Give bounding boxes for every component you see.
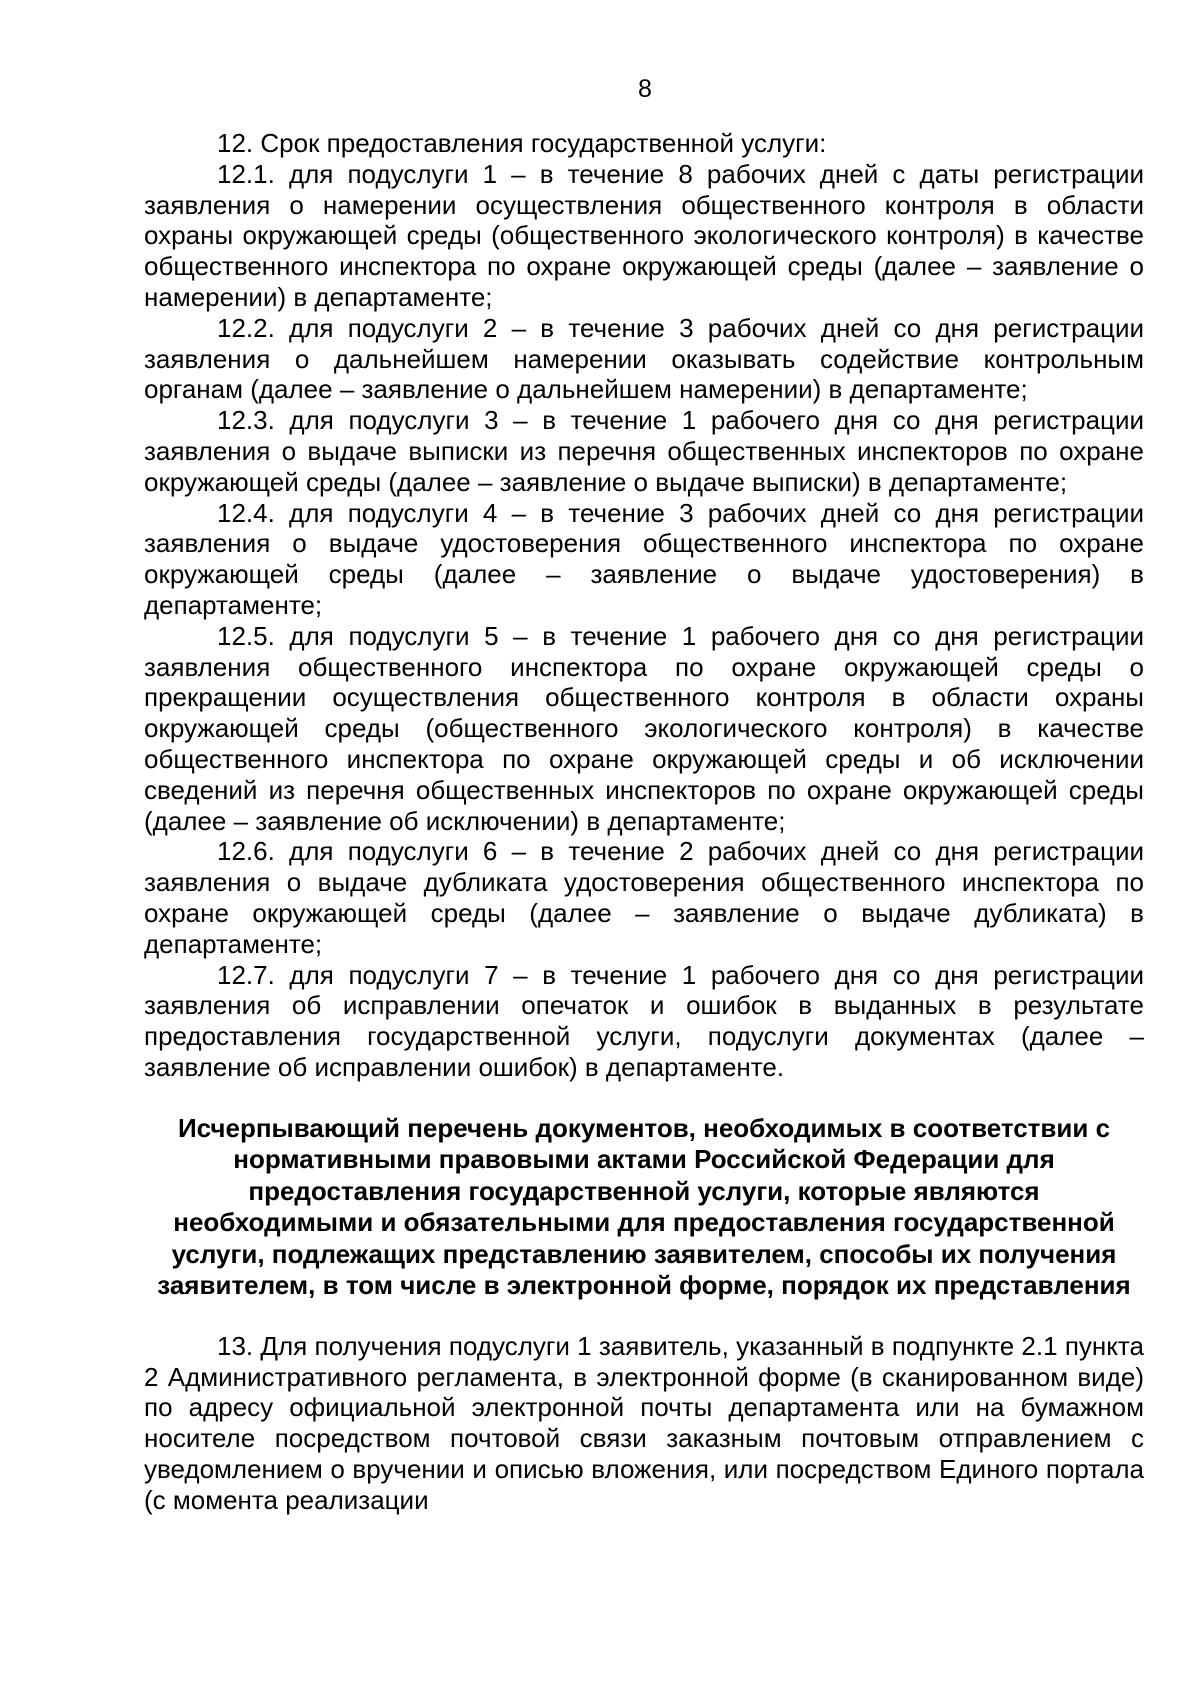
paragraph-12: 12. Срок предоставления государственной услуги: xyxy=(217,128,827,158)
section-heading: Исчерпывающий перечень документов, необходимых в соответствии с нормативными правовыми актами Российской Федерации для предоставления государственной услуги, которые являются необходимыми и обязательными для предоставления государственной услуги, подлежащих представлению заявителем, способы их получения заявителем, в том числе в электронной форме, порядок их представления xyxy=(157,1112,1131,1301)
paragraph-12-1: 12.1. для подуслуги 1 – в течение 8 рабочих дней с даты регистрации заявления о намерении осуществления общественного контроля в области охраны окружающей среды (общественного экологического контроля) в качестве общественного инспектора по охране окружающей среды (далее – заявление о намерении) в департаменте; xyxy=(144,158,1144,312)
paragraph-12-7: 12.7. для подуслуги 7 – в течение 1 рабочего дня со дня регистрации заявления об исправлении опечаток и ошибок в выданных в результате предоставления государственной услуги, подуслуги документах (далее – заявление об исправлении ошибок) в департаменте. xyxy=(144,959,1144,1082)
page-number: 8 xyxy=(638,75,652,103)
document-body xyxy=(144,128,1144,1515)
paragraph-12-6: 12.6. для подуслуги 6 – в течение 2 рабочих дней со дня регистрации заявления о выдаче дубликата удостоверения общественного инспектора по охране окружающей среды (далее – заявление о выдаче дубликата) в департаменте; xyxy=(144,836,1144,959)
paragraph-12-2: 12.2. для подуслуги 2 – в течение 3 рабочих дней со дня регистрации заявления о дальнейшем намерении оказывать содействие контрольным органам (далее – заявление о дальнейшем намерении) в департаменте; xyxy=(144,312,1144,405)
paragraph-12-4: 12.4. для подуслуги 4 – в течение 3 рабочих дней со дня регистрации заявления о выдаче удостоверения общественного инспектора по охране окружающей среды (далее – заявление о выдаче удостоверения) в департаменте; xyxy=(144,497,1144,620)
paragraph-12-5: 12.5. для подуслуги 5 – в течение 1 рабочего дня со дня регистрации заявления общественного инспектора по охране окружающей среды о прекращении осуществления общественного контроля в области охраны окружающей среды (общественного экологического контроля) в качестве общественного инспектора по охране окружающей среды и об исключении сведений из перечня общественных инспекторов по охране окружающей среды (далее – заявление об исключении) в департаменте; xyxy=(144,620,1144,836)
paragraph-13: 13. Для получения подуслуги 1 заявитель, указанный в подпункте 2.1 пункта 2 Административного регламента, в электронной форме (в сканированном виде) по адресу официальной электронной почты департамента или на бумажном носителе посредством почтовой связи заказным почтовым отправлением с уведомлением о вручении и описью вложения, или посредством Единого портала (с момента реализации xyxy=(144,1330,1144,1515)
paragraph-12-3: 12.3. для подуслуги 3 – в течение 1 рабочего дня со дня регистрации заявления о выдаче выписки из перечня общественных инспекторов по охране окружающей среды (далее – заявление о выдаче выписки) в департаменте; xyxy=(144,405,1144,497)
